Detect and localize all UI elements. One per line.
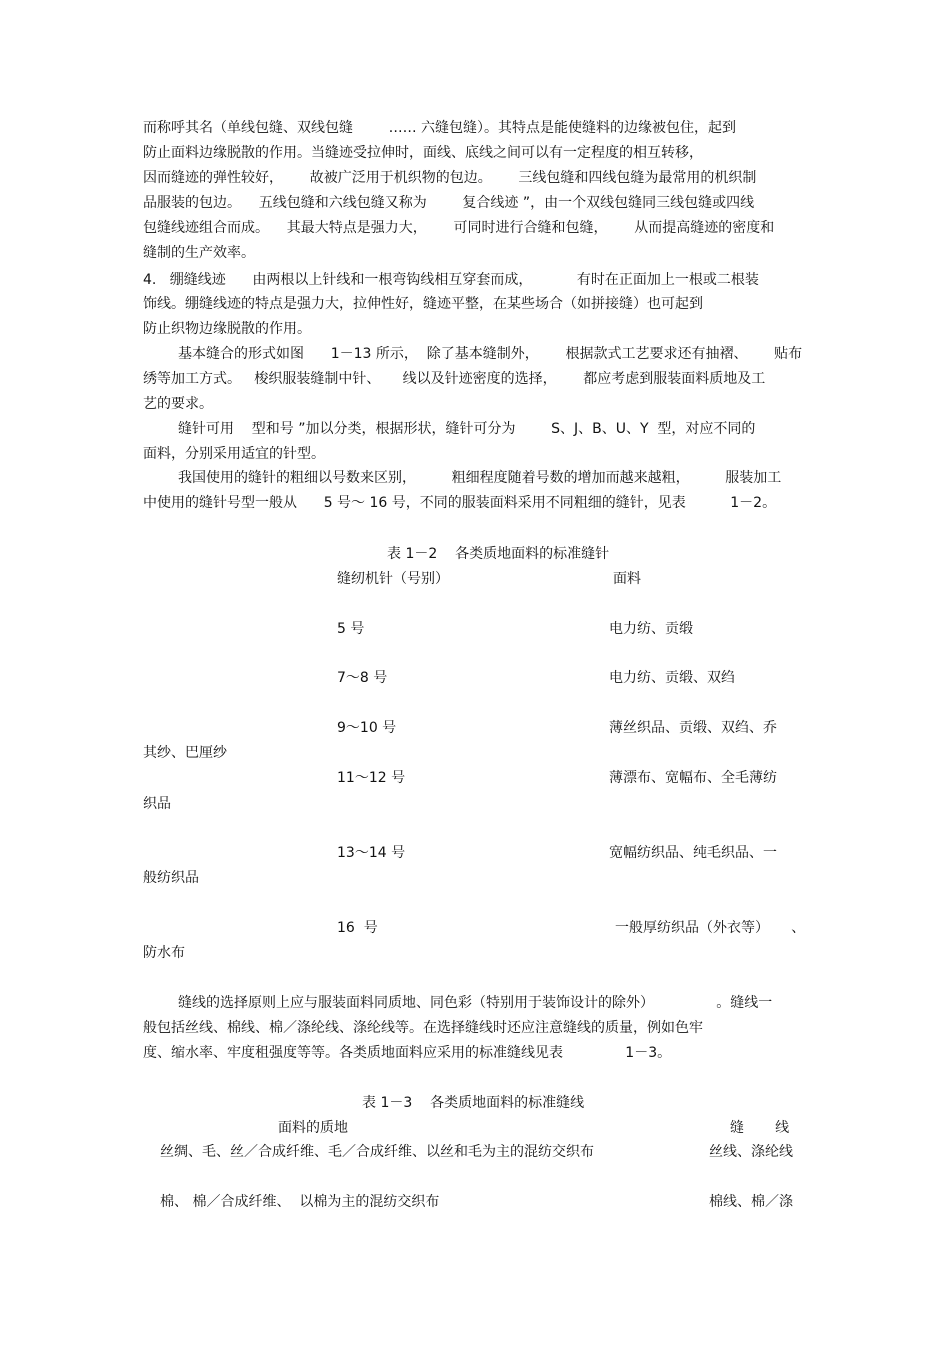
text-line: 缝制的生产效率。 xyxy=(143,245,255,261)
text-line: 面料的质地 xyxy=(278,1120,348,1136)
text-line: 5 号 xyxy=(337,621,365,637)
text-line: 面料，分别采用适宜的针型。 xyxy=(143,446,325,462)
text-line: 艺的要求。 xyxy=(143,396,213,412)
text-line: 缝纫机针（号别） xyxy=(337,571,449,587)
text-line: 防水布 xyxy=(143,945,185,961)
text-line: 棉线、棉／涤 xyxy=(709,1194,793,1210)
text-line: 基本缝合的形式如图 1－13 所示， 除了基本缝制外， 根据款式工艺要求还有抽褶、 贴布 xyxy=(178,346,803,362)
text-line: 缝线的选择原则上应与服装面料同质地、同色彩（特别用于装饰设计的除外） 。缝线一 xyxy=(178,995,773,1011)
text-line: 其纱、巴厘纱 xyxy=(143,745,227,761)
text-line: 因而缝迹的弹性较好， 故被广泛用于机织物的包边。 三线包缝和四线包缝为最常用的机织制 xyxy=(143,170,757,186)
text-line: 表 1－2 各类质地面料的标准缝针 xyxy=(387,546,610,562)
text-line: 11～12 号 xyxy=(337,770,406,786)
text-line: 般包括丝线、棉线、棉／涤纶线、涤纶线等。在选择缝线时还应注意缝线的质量，例如色牢 xyxy=(143,1020,703,1036)
text-line: 饰线。绷缝线迹的特点是强力大，拉伸性好，缝迹平整，在某些场合（如拼接缝）也可起到 xyxy=(143,296,703,312)
text-line: 度、缩水率、牢度租强度等等。各类质地面料应采用的标准缝线见表 1－3。 xyxy=(143,1045,672,1061)
text-line: 我国使用的缝针的粗细以号数来区别， 粗细程度随着号数的增加而越来越粗， 服装加工 xyxy=(178,470,782,486)
text-line: 般纺织品 xyxy=(143,870,199,886)
text-line: 丝线、涤纶线 xyxy=(709,1144,793,1160)
text-line: 棉、 棉／合成纤维、 以棉为主的混纺交织布 xyxy=(160,1194,440,1210)
text-line: 包缝线迹组合而成。 其最大特点是强力大， 可同时进行合缝和包缝， 从而提高缝迹的密度和 xyxy=(143,220,775,236)
text-line: 而称呼其名（单线包缝、双线包缝 …… 六缝包缝）。其特点是能使缝料的边缘被包住，起到 xyxy=(143,120,737,136)
text-line: 4. 绷缝线迹 由两根以上针线和一根弯钩线相互穿套而成， 有时在正面加上一根或二根装 xyxy=(143,272,759,288)
text-line: 防止面料边缘脱散的作用。当缝迹受拉伸时，面线、底线之间可以有一定程度的相互转移， xyxy=(143,145,703,161)
text-line: 缝 线 xyxy=(730,1120,790,1136)
text-line: 薄漂布、宽幅布、全毛薄纺 xyxy=(609,770,777,786)
text-line: 13～14 号 xyxy=(337,845,406,861)
text-line: 16 号 xyxy=(337,920,378,936)
text-line: 织品 xyxy=(143,796,171,812)
text-line: 表 1－3 各类质地面料的标准缝线 xyxy=(362,1095,585,1111)
text-line: 一般厚纺织品（外衣等） 、 xyxy=(615,920,806,936)
text-line: 防止织物边缘脱散的作用。 xyxy=(143,321,311,337)
text-line: 宽幅纺织品、纯毛织品、一 xyxy=(609,845,777,861)
text-line: 品服装的包边。 五线包缝和六线包缝又称为 复合线迹 ”，由一个双线包缝同三线包缝或四线 xyxy=(143,195,755,211)
text-line: 薄丝织品、贡缎、双绉、乔 xyxy=(609,720,777,736)
text-line: 丝绸、毛、丝／合成纤维、毛／合成纤维、以丝和毛为主的混纺交织布 xyxy=(160,1144,594,1160)
text-line: 绣等加工方式。 梭织服装缝制中针、 线以及针迹密度的选择， 都应考虑到服装面料质地及工 xyxy=(143,371,766,387)
text-line: 中使用的缝针号型一般从 5 号～ 16 号，不同的服装面料采用不同粗细的缝针，见表 1－2。 xyxy=(143,495,777,511)
text-line: 电力纺、贡缎 xyxy=(609,621,693,637)
text-line: 9～10 号 xyxy=(337,720,397,736)
text-line: 电力纺、贡缎、双绉 xyxy=(609,670,735,686)
text-line: 缝针可用 型和号 ”加以分类，根据形状，缝针可分为 S、J、B、U、Y 型，对应不同的 xyxy=(178,421,756,437)
text-line: 面料 xyxy=(613,571,641,587)
text-line: 7～8 号 xyxy=(337,670,388,686)
